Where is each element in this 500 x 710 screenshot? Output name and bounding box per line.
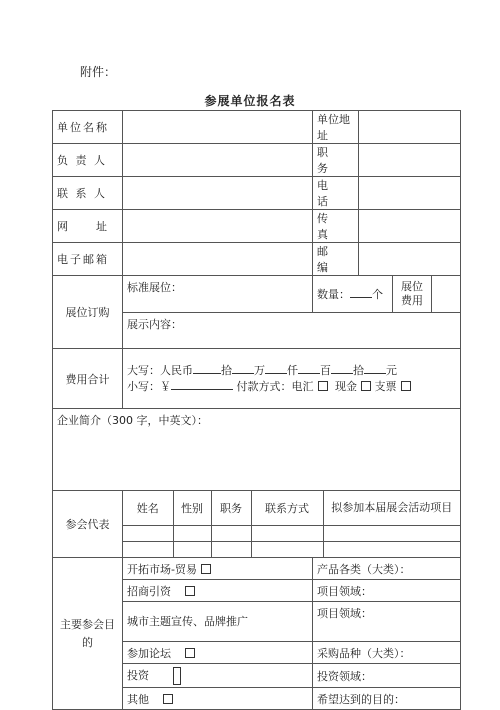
caps-unit-6: 元	[386, 363, 397, 377]
quantity-prefix: 数量：	[317, 288, 350, 301]
quantity-blank[interactable]	[350, 287, 372, 298]
booth-fee-label	[393, 276, 432, 312]
purpose-option-5[interactable]	[123, 664, 313, 688]
caps-blank-3[interactable]	[265, 363, 287, 374]
rep-row-2-activities[interactable]	[323, 541, 460, 557]
purpose-field-1[interactable]	[313, 558, 461, 580]
booth-fee-field[interactable]	[432, 276, 461, 312]
person-in-charge-label: 负 责 人	[53, 144, 123, 177]
check-checkbox[interactable]	[401, 381, 411, 391]
rep-header-contact: 联系方式	[251, 491, 323, 525]
postcode-label: 邮 编	[313, 243, 359, 276]
purpose-option-5-checkbox[interactable]	[173, 667, 181, 685]
small-amount-blank[interactable]	[171, 379, 233, 390]
fee-total-cell	[123, 349, 461, 409]
purpose-field-3-label: 项目领域：	[317, 607, 372, 620]
caps-amount-line	[127, 363, 456, 379]
purpose-field-6-label: 希望达到的目的：	[317, 692, 405, 706]
purpose-label: 主要参会目的	[53, 558, 123, 710]
standard-booth-label: 标准展位：	[127, 281, 182, 294]
check-label: 支票	[374, 379, 397, 393]
purpose-option-3-label: 城市主题宣传、品牌推广	[127, 614, 248, 628]
contact-field[interactable]	[123, 177, 313, 210]
purpose-field-3[interactable]	[313, 602, 461, 642]
rep-row-2-position[interactable]	[211, 541, 251, 557]
wire-transfer-checkbox[interactable]	[318, 381, 328, 391]
booth-fee-label-line2: 费用	[401, 294, 423, 307]
company-intro-label: 企业简介（300 字，中英文）：	[57, 414, 208, 427]
purpose-option-4[interactable]	[123, 642, 313, 664]
purpose-field-6[interactable]	[313, 688, 461, 710]
purpose-option-1-checkbox[interactable]	[201, 564, 211, 574]
fax-label: 传 真	[313, 210, 359, 243]
rep-row-1-gender[interactable]	[173, 525, 211, 541]
purpose-option-3[interactable]	[123, 602, 313, 642]
purpose-option-2[interactable]	[123, 580, 313, 602]
caps-prefix: 大写：人民币	[127, 363, 193, 377]
payment-method-label: 付款方式：电汇	[236, 379, 314, 393]
purpose-option-2-checkbox[interactable]	[185, 586, 195, 596]
booth-order-label: 展位订购	[53, 276, 123, 349]
email-field[interactable]	[123, 243, 313, 276]
cash-checkbox[interactable]	[361, 381, 371, 391]
fax-field[interactable]	[359, 210, 461, 243]
email-label: 电子邮箱	[53, 243, 123, 276]
purpose-field-1-label: 产品各类（大类）：	[317, 562, 411, 576]
booth-quantity-cell[interactable]	[313, 276, 393, 313]
rep-row-2-gender[interactable]	[173, 541, 211, 557]
purpose-option-5-label: 投资	[127, 668, 149, 682]
website-field[interactable]	[123, 210, 313, 243]
phone-label: 电 话	[313, 177, 359, 210]
cash-label: 现金	[335, 379, 357, 393]
purpose-field-2[interactable]	[313, 580, 461, 602]
purpose-option-4-label: 参加论坛	[127, 646, 171, 660]
caps-unit-2: 万	[254, 363, 265, 377]
caps-blank-1[interactable]	[193, 363, 221, 374]
rep-header-gender: 性别	[173, 491, 211, 525]
small-prefix: 小写：￥	[127, 379, 171, 393]
caps-unit-3: 仟	[287, 363, 298, 377]
unit-address-field[interactable]	[359, 111, 461, 144]
booth-fee-label-line1: 展位	[401, 280, 423, 293]
website-label: 网 址	[53, 210, 123, 243]
purpose-option-1-label: 开拓市场-贸易	[127, 562, 197, 576]
purpose-field-4-label: 采购品种（大类）：	[317, 646, 411, 660]
caps-blank-4[interactable]	[298, 363, 320, 374]
rep-row-1-activities[interactable]	[323, 525, 460, 541]
rep-row-2-contact[interactable]	[251, 541, 323, 557]
caps-unit-5: 拾	[353, 363, 364, 377]
rep-row-1-name[interactable]	[123, 525, 173, 541]
position-field[interactable]	[359, 144, 461, 177]
postcode-field[interactable]	[359, 243, 461, 276]
quantity-suffix: 个	[372, 288, 383, 301]
position-label: 职 务	[313, 144, 359, 177]
small-amount-line	[127, 379, 456, 395]
rep-row-1-contact[interactable]	[251, 525, 323, 541]
caps-blank-2[interactable]	[232, 363, 254, 374]
representatives-label: 参会代表	[53, 491, 123, 558]
representatives-table-cell	[123, 491, 461, 558]
exhibit-content-label: 展示内容：	[127, 318, 182, 331]
unit-address-label: 单位地址	[313, 111, 359, 144]
unit-name-field[interactable]	[123, 111, 313, 144]
rep-header-position: 职务	[211, 491, 251, 525]
purpose-field-5[interactable]	[313, 664, 461, 688]
standard-booth-cell[interactable]	[123, 276, 313, 313]
rep-row-2-name[interactable]	[123, 541, 173, 557]
attachment-label: 附件：	[80, 65, 117, 79]
rep-row-1-position[interactable]	[211, 525, 251, 541]
rep-header-activities: 拟参加本届展会活动项目	[323, 491, 460, 525]
rep-header-name: 姓名	[123, 491, 173, 525]
phone-field[interactable]	[359, 177, 461, 210]
representatives-table	[123, 491, 460, 557]
purpose-option-6-checkbox[interactable]	[163, 694, 173, 704]
contact-label: 联 系 人	[53, 177, 123, 210]
purpose-field-2-label: 项目领域：	[317, 584, 372, 598]
form-title: 参展单位报名表	[204, 94, 296, 108]
purpose-option-2-label: 招商引资	[127, 584, 171, 598]
purpose-option-6-label: 其他	[127, 692, 149, 706]
caps-unit-1: 拾	[221, 363, 232, 377]
company-intro-cell[interactable]	[53, 409, 461, 491]
exhibit-content-cell[interactable]	[123, 313, 461, 349]
purpose-field-5-label: 投资领域：	[317, 669, 372, 683]
caps-unit-4: 百	[320, 363, 331, 377]
caps-blank-6[interactable]	[364, 363, 386, 374]
purpose-option-1[interactable]	[123, 558, 313, 580]
purpose-option-4-checkbox[interactable]	[185, 648, 195, 658]
caps-blank-5[interactable]	[331, 363, 353, 374]
unit-name-label: 单位名称	[53, 111, 123, 144]
person-in-charge-field[interactable]	[123, 144, 313, 177]
purpose-field-4[interactable]	[313, 642, 461, 664]
registration-form	[52, 110, 461, 710]
booth-fee-cell	[393, 276, 461, 313]
purpose-option-6[interactable]	[123, 688, 313, 710]
fee-total-label: 费用合计	[53, 349, 123, 409]
